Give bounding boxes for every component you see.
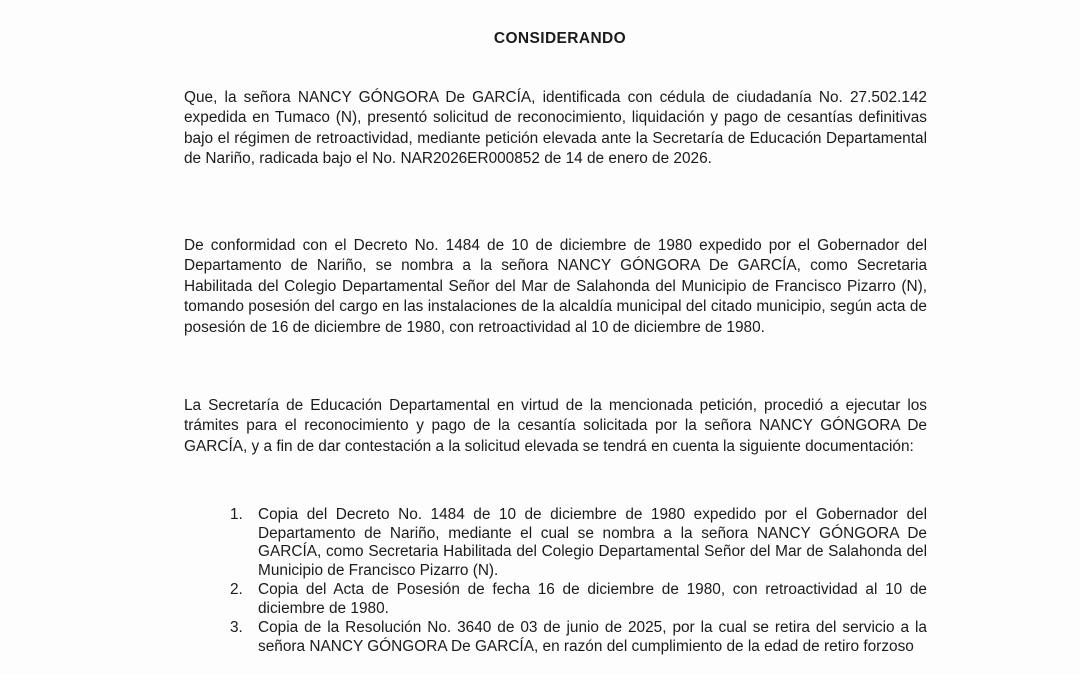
list-item-number: 3. (230, 619, 243, 636)
paragraph-2: De conformidad con el Decreto No. 1484 de 10 de diciembre de 1980 expedido por el Gobernador del Departamento de Nariño, se nombra a la señora NANCY GÓNGORA De GARCÍA, como Secretaria Habilitada del Colegio Departamental Señor del Mar de Salahonda del Municipio de Francisco Pizarro (N), tomando posesión del cargo en las instalaciones de la alcaldía municipal del citado municipio, según acta de posesión de 16 de diciembre de 1980, con retroactividad al 10 de diciembre de 1980. (184, 237, 927, 336)
documentation-list (230, 506, 927, 657)
list-item-number: 1. (230, 506, 243, 523)
list-item (230, 506, 927, 580)
list-item (230, 619, 927, 656)
list-item-number: 2. (230, 581, 243, 598)
section-heading: CONSIDERANDO (493, 30, 627, 47)
list-item-text: Copia del Decreto No. 1484 de 10 de diciembre de 1980 expedido por el Gobernador del Departamento de Nariño, mediante el cual se nombra a la señora NANCY GÓNGORA De GARCÍA, como Secretaria Habilitada del Colegio Departamental Señor del Mar de Salahonda del Municipio de Francisco Pizarro (N). (258, 506, 927, 579)
paragraph-3: La Secretaría de Educación Departamental en virtud de la mencionada petición, procedió a ejecutar los trámites para el reconocimiento y pago de la cesantía solicitada por la señora NANCY GÓNGORA De GARCÍA, y a fin de dar contestación a la solicitud elevada se tendrá en cuenta la siguiente documentación: (184, 397, 927, 455)
paragraph-1: Que, la señora NANCY GÓNGORA De GARCÍA, identificada con cédula de ciudadanía No. 27.502.142 expedida en Tumaco (N), presentó solicitud de reconocimiento, liquidación y pago de cesantías definitivas bajo el régimen de retroactividad, mediante petición elevada ante la Secretaría de Educación Departamental de Nariño, radicada bajo el No. NAR2026ER000852 de 14 de enero de 2026. (184, 89, 927, 168)
list-item-text: Copia del Acta de Posesión de fecha 16 de diciembre de 1980, con retroactividad al 10 de diciembre de 1980. (258, 581, 927, 617)
list-item-text: Copia de la Resolución No. 3640 de 03 de junio de 2025, por la cual se retira del servicio a la señora NANCY GÓNGORA De GARCÍA, en razón del cumplimiento de la edad de retiro forzoso (258, 619, 927, 655)
list-item (230, 581, 927, 618)
